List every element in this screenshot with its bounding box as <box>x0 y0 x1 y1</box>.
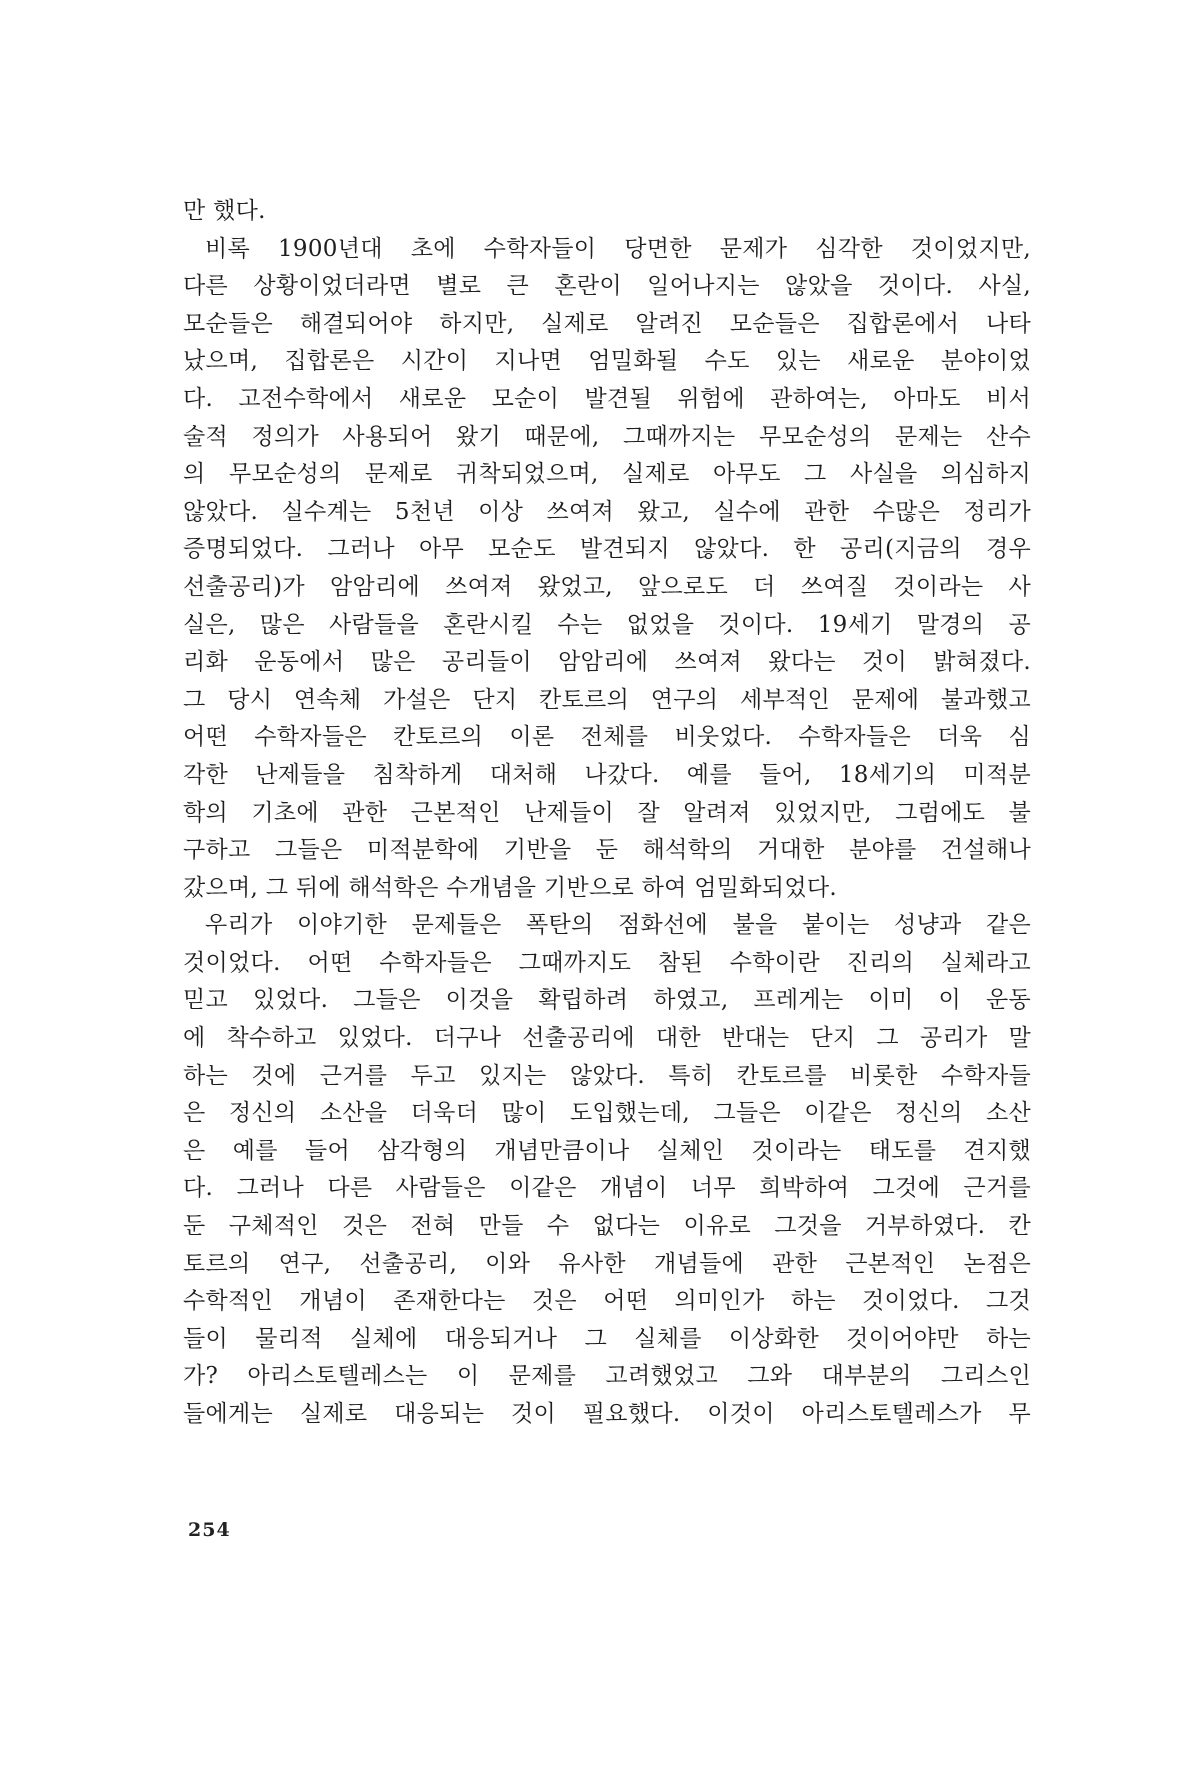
text-line: 하는 것에 근거를 두고 있지는 않았다. 특히 칸토르를 비롯한 수학자들 <box>183 1062 1031 1089</box>
text-line: 모순들은 해결되어야 하지만, 실제로 알려진 모순들은 집합론에서 나타 <box>183 310 1031 337</box>
text-line: 구하고 그들은 미적분학에 기반을 둔 해석학의 거대한 분야를 건설해나 <box>183 837 1031 864</box>
text-line: 어떤 수학자들은 칸토르의 이론 전체를 비웃었다. 수학자들은 더욱 심 <box>183 724 1031 751</box>
text-line: 다. 그러나 다른 사람들은 이같은 개념이 너무 희박하여 그것에 근거를 <box>183 1175 1031 1202</box>
text-line: 학의 기초에 관한 근본적인 난제들이 잘 알려져 있었지만, 그럼에도 불 <box>183 799 1031 826</box>
text-line: 믿고 있었다. 그들은 이것을 확립하려 하였고, 프레게는 이미 이 운동 <box>183 987 1031 1014</box>
text-line: 났으며, 집합론은 시간이 지나면 엄밀화될 수도 있는 새로운 분야이었 <box>183 348 1031 375</box>
text-line: 갔으며, 그 뒤에 해석학은 수개념을 기반으로 하여 엄밀화되었다. <box>183 874 837 901</box>
text-line: 들이 물리적 실체에 대응되거나 그 실체를 이상화한 것이어야만 하는 <box>183 1325 1031 1352</box>
text-line: 않았다. 실수계는 5천년 이상 쓰여져 왔고, 실수에 관한 수많은 정리가 <box>183 498 1031 525</box>
text-line: 실은, 많은 사람들을 혼란시킬 수는 없었을 것이다. 19세기 말경의 공 <box>183 611 1031 638</box>
text-line: 둔 구체적인 것은 전혀 만들 수 없다는 이유로 그것을 거부하였다. 칸 <box>183 1213 1031 1240</box>
text-line: 에 착수하고 있었다. 더구나 선출공리에 대한 반대는 단지 그 공리가 말 <box>183 1025 1031 1052</box>
text-line: 선출공리)가 암암리에 쓰여져 왔었고, 앞으로도 더 쓰여질 것이라는 사 <box>183 573 1031 600</box>
page-number: 254 <box>188 1519 231 1541</box>
text-line: 비록 1900년대 초에 수학자들이 당면한 문제가 심각한 것이었지만, <box>205 235 1031 262</box>
body-text <box>183 193 1031 1434</box>
text-line: 우리가 이야기한 문제들은 폭탄의 점화선에 불을 붙이는 성냥과 같은 <box>205 912 1031 939</box>
text-line: 은 예를 들어 삼각형의 개념만큼이나 실체인 것이라는 태도를 견지했 <box>183 1137 1031 1164</box>
text-line: 수학적인 개념이 존재한다는 것은 어떤 의미인가 하는 것이었다. 그것 <box>183 1288 1031 1315</box>
text-line: 은 정신의 소산을 더욱더 많이 도입했는데, 그들은 이같은 정신의 소산 <box>183 1100 1031 1127</box>
text-line: 토르의 연구, 선출공리, 이와 유사한 개념들에 관한 근본적인 논점은 <box>183 1250 1031 1277</box>
text-line: 술적 정의가 사용되어 왔기 때문에, 그때까지는 무모순성의 문제는 산수 <box>183 423 1031 450</box>
text-line: 다. 고전수학에서 새로운 모순이 발견될 위험에 관하여는, 아마도 비서 <box>183 385 1031 412</box>
text-line: 증명되었다. 그러나 아무 모순도 발견되지 않았다. 한 공리(지금의 경우 <box>183 536 1031 563</box>
text-line: 것이었다. 어떤 수학자들은 그때까지도 참된 수학이란 진리의 실체라고 <box>183 949 1031 976</box>
text-line: 만 했다. <box>183 198 266 224</box>
text-line: 들에게는 실제로 대응되는 것이 필요했다. 이것이 아리스토텔레스가 무 <box>183 1401 1031 1427</box>
text-line: 그 당시 연속체 가설은 단지 칸토르의 연구의 세부적인 문제에 불과했고 <box>183 686 1031 713</box>
text-line: 각한 난제들을 침착하게 대처해 나갔다. 예를 들어, 18세기의 미적분 <box>183 761 1031 788</box>
text-line: 다른 상황이었더라면 별로 큰 혼란이 일어나지는 않았을 것이다. 사실, <box>183 273 1031 300</box>
text-line: 리화 운동에서 많은 공리들이 암암리에 쓰여져 왔다는 것이 밝혀졌다. <box>183 649 1031 676</box>
text-line: 의 무모순성의 문제로 귀착되었으며, 실제로 아무도 그 사실을 의심하지 <box>183 461 1031 488</box>
text-line: 가? 아리스토텔레스는 이 문제를 고려했었고 그와 대부분의 그리스인 <box>183 1363 1031 1390</box>
